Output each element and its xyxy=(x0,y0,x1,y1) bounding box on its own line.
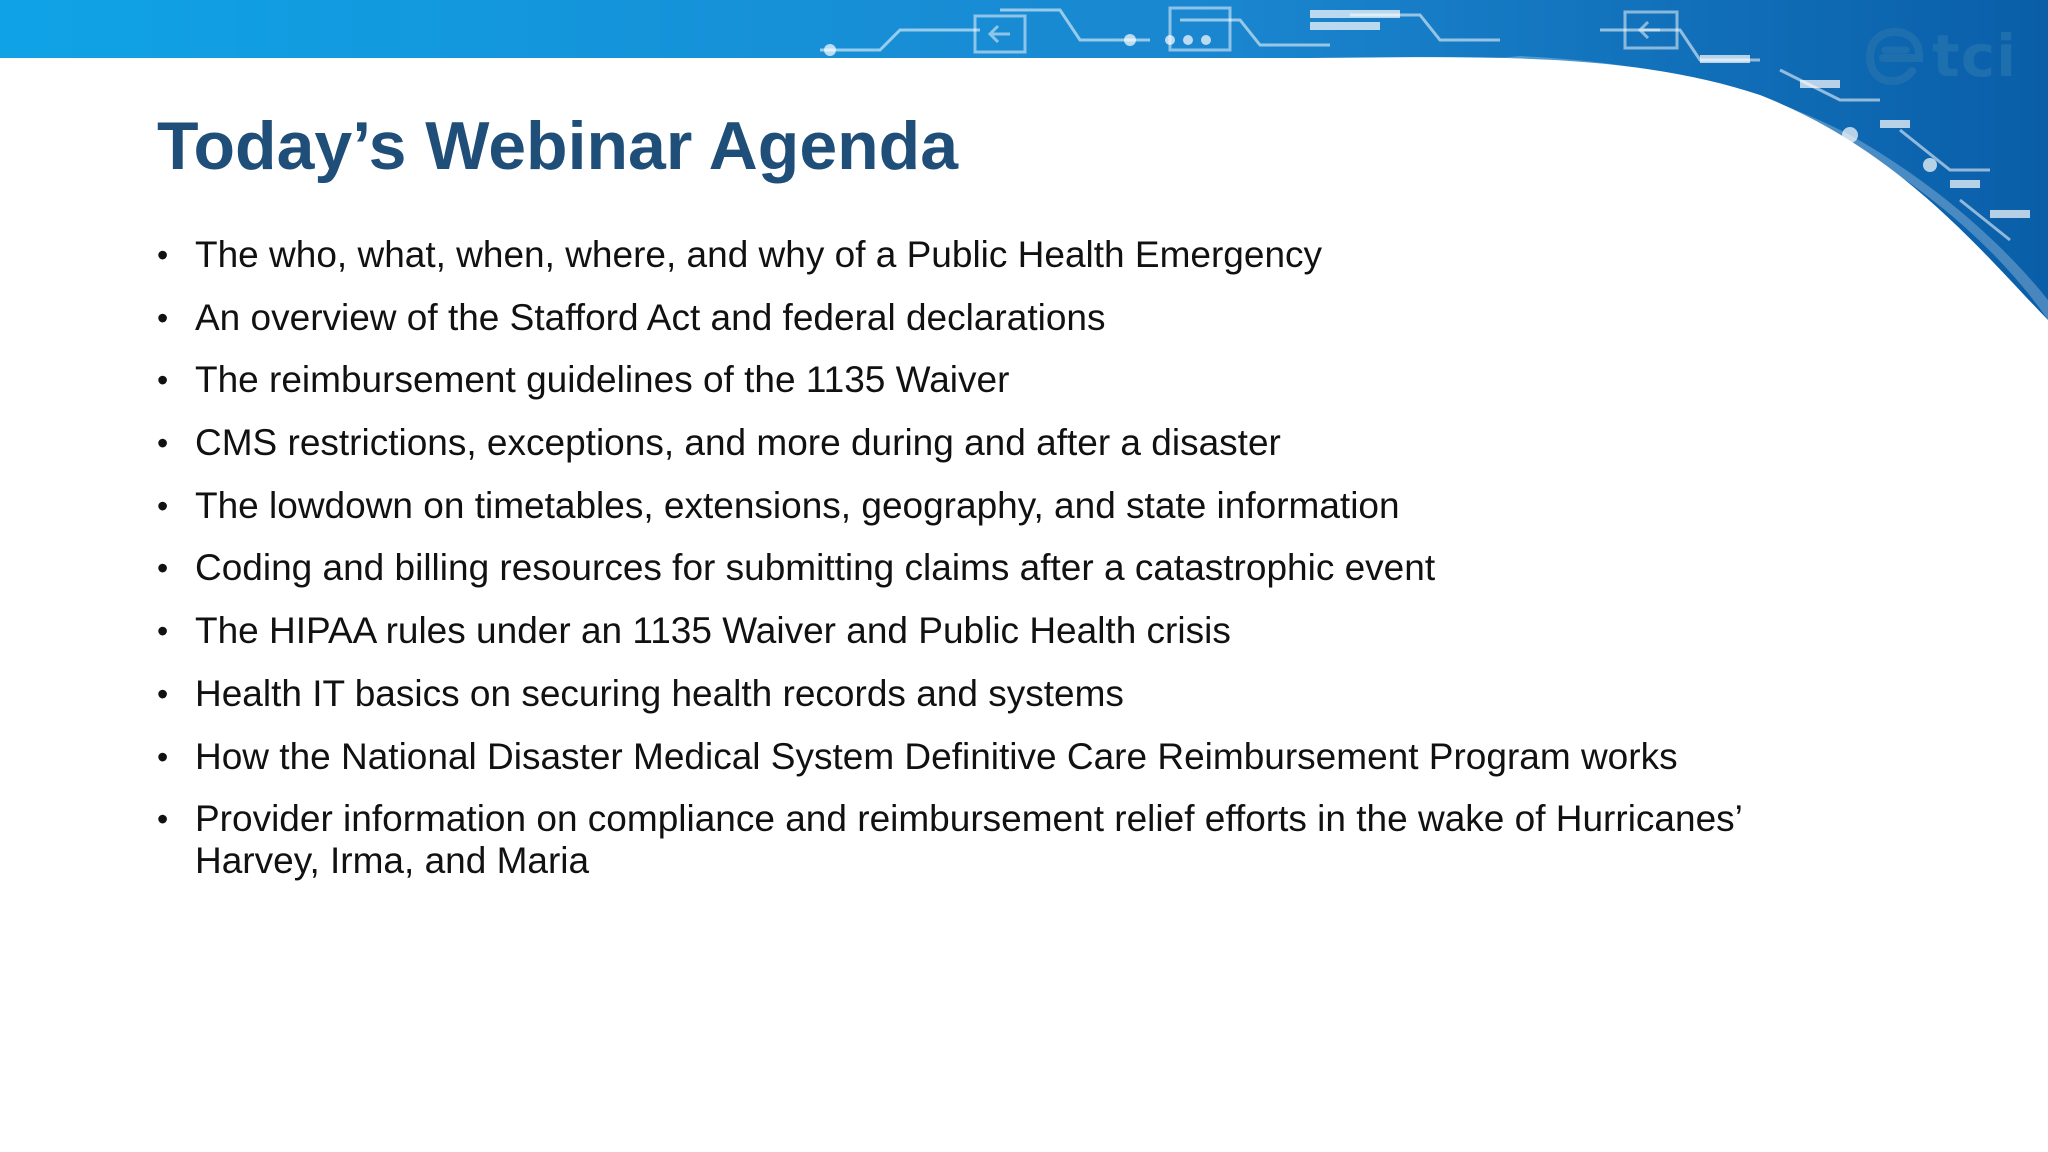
bullet-icon: • xyxy=(157,425,169,462)
agenda-item xyxy=(157,234,1857,276)
bullet-icon: • xyxy=(157,362,169,399)
bullet-icon: • xyxy=(157,550,169,587)
bullet-icon: • xyxy=(157,487,169,524)
agenda-list xyxy=(157,234,1857,903)
bullet-icon: • xyxy=(157,801,169,838)
agenda-item xyxy=(157,610,1857,652)
bullet-icon: • xyxy=(157,613,169,650)
agenda-item-text: Health IT basics on securing health records and systems xyxy=(195,672,1124,714)
page-title: Today’s Webinar Agenda xyxy=(157,108,959,184)
bullet-icon: • xyxy=(157,237,169,273)
agenda-item-text: An overview of the Stafford Act and federal declarations xyxy=(195,296,1106,338)
agenda-item xyxy=(157,798,1857,882)
tci-logo xyxy=(1866,22,2026,90)
agenda-item xyxy=(157,297,1857,339)
at-symbol-icon xyxy=(1866,27,1924,85)
agenda-item xyxy=(157,547,1857,589)
logo-text: tci xyxy=(1932,22,2017,90)
agenda-item-text: Provider information on compliance and reimbursement relief efforts in the wake of Hurricanes’ xyxy=(195,798,1743,840)
agenda-item-text: The who, what, when, where, and why of a Public Health Emergency xyxy=(195,234,1323,275)
agenda-item xyxy=(157,359,1857,401)
agenda-item xyxy=(157,673,1857,715)
agenda-item-text: Coding and billing resources for submitting claims after a catastrophic event xyxy=(195,547,1436,589)
agenda-item-text: CMS restrictions, exceptions, and more during and after a disaster xyxy=(195,422,1281,464)
agenda-item xyxy=(157,485,1857,527)
agenda-item-text: How the National Disaster Medical System Definitive Care Reimbursement Program works xyxy=(195,735,1678,777)
agenda-item xyxy=(157,736,1857,778)
agenda-item-text: The lowdown on timetables, extensions, geography, and state information xyxy=(195,484,1400,526)
agenda-item xyxy=(157,422,1857,464)
agenda-item-text: The HIPAA rules under an 1135 Waiver and Public Health crisis xyxy=(195,610,1231,652)
bullet-icon: • xyxy=(157,738,169,775)
agenda-item-text-continued: Harvey, Irma, and Maria xyxy=(195,840,590,882)
agenda-item-text: The reimbursement guidelines of the 1135 Waiver xyxy=(195,359,1010,401)
bullet-icon: • xyxy=(157,675,169,712)
bullet-icon: • xyxy=(157,299,169,336)
